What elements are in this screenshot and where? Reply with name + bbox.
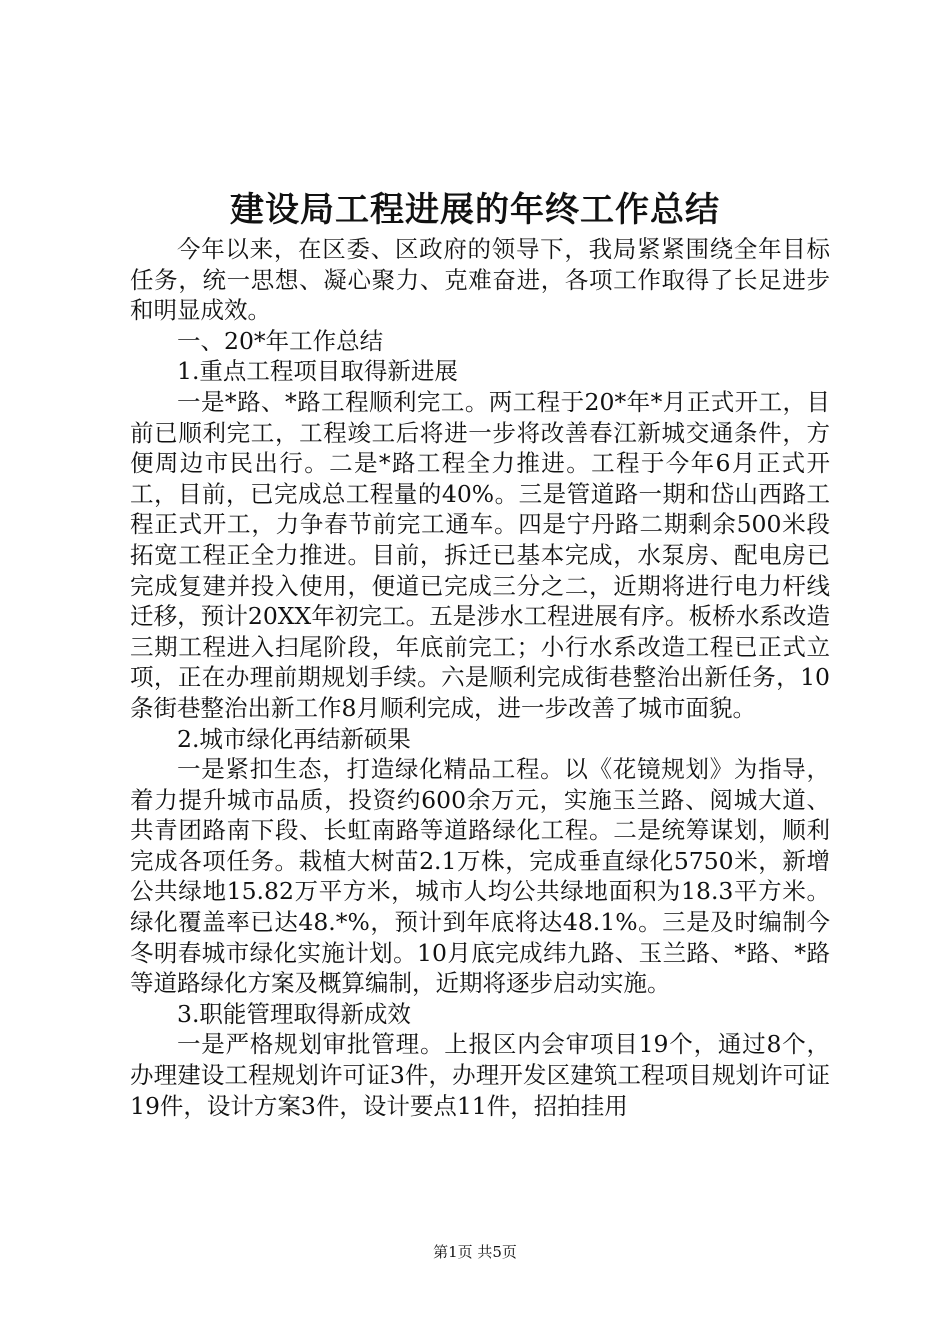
subsection-heading-3: 3.职能管理取得新成效 bbox=[177, 999, 411, 1028]
subsection-heading-1: 1.重点工程项目取得新进展 bbox=[177, 357, 458, 386]
body-paragraph-3: 一是严格规划审批管理。上报区内会审项目19个，通过8个，办理建设工程规划许可证3件，办理开发区建筑工程项目规划许可证19件，设计方案3件，设计要点11件，招拍挂用 bbox=[130, 1030, 830, 1120]
intro-paragraph: 今年以来，在区委、区政府的领导下，我局紧紧围绕全年目标任务，统一思想、凝心聚力、克难奋进，各项工作取得了长足进步和明显成效。 bbox=[130, 235, 830, 325]
subsection-heading-2: 2.城市绿化再结新硕果 bbox=[177, 724, 411, 753]
body-paragraph-2: 一是紧扣生态，打造绿化精品工程。以《花镜规划》为指导，着力提升城市品质，投资约600余万元，实施玉兰路、阅城大道、共青团路南下段、长虹南路等道路绿化工程。二是统筹谋划，顺利完成各项任务。栽植大树苗2.1万株，完成垂直绿化5750米，新增公共绿地15.82万平方米，城市人均公共绿地面积为18.3平方米。绿化覆盖率已达48.*%，预计到年底将达48.1%。三是及时编制今冬明春城市绿化实施计划。10月底完成纬九路、玉兰路、*路、*路等道路绿化方案及概算编制，近期将逐步启动实施。 bbox=[130, 755, 830, 998]
document-title: 建设局工程进展的年终工作总结 bbox=[230, 190, 720, 230]
body-paragraph-1: 一是*路、*路工程顺利完工。两工程于20*年*月正式开工，目前已顺利完工，工程竣工后将进一步将改善春江新城交通条件，方便周边市民出行。二是*路工程全力推进。工程于今年6月正式开工，目前，已完成总工程量的40%。三是管道路一期和岱山西路工程正式开工，力争春节前完工通车。四是宁丹路二期剩余500米段拓宽工程正全力推进。目前，拆迁已基本完成，水泵房、配电房已完成复建并投入使用，便道已完成三分之二，近期将进行电力杆线迁移，预计20XX年初完工。五是涉水工程进展有序。板桥水系改造三期工程进入扫尾阶段，年底前完工；小行水系改造工程已正式立项，正在办理前期规划手续。六是顺利完成街巷整治出新任务，10条街巷整治出新工作8月顺利完成，进一步改善了城市面貌。 bbox=[130, 387, 830, 722]
section-heading: 一、20*年工作总结 bbox=[177, 326, 384, 355]
document-body bbox=[130, 234, 830, 1121]
page-footer: 第1页 共5页 bbox=[433, 1243, 517, 1261]
